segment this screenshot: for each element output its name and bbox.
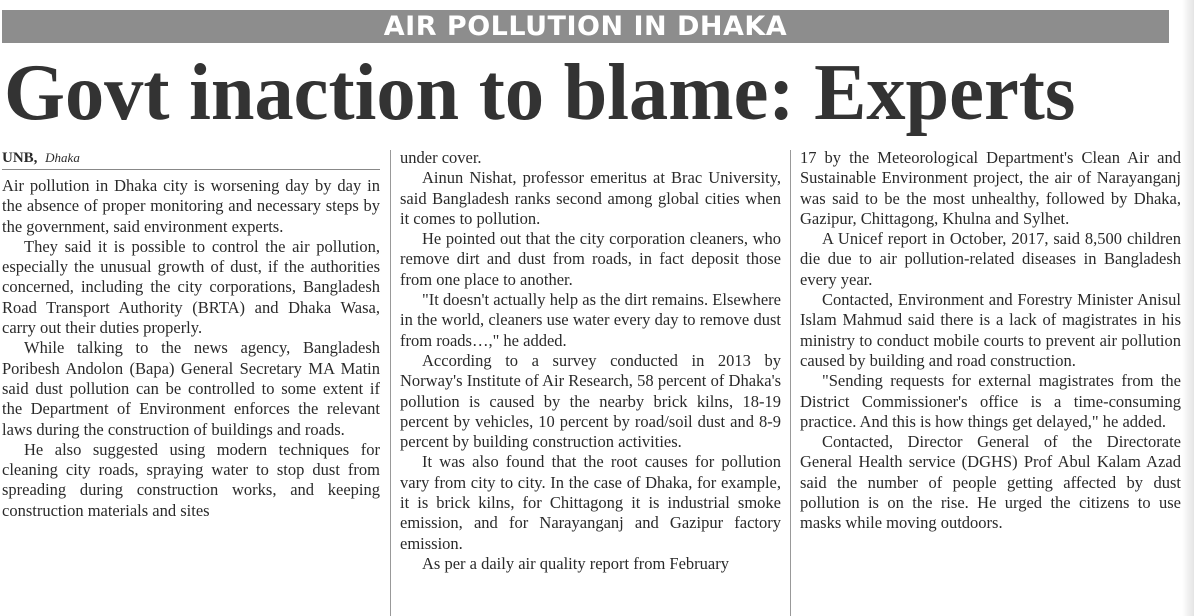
paragraph: They said it is possible to control the air pollution, especially the unusual growth of dust, if the authorities concerned, including the city corporations, Bangladesh Road Transport Authority (BRTA) and Dhaka Wasa, carry out their duties properly.	[2, 236, 380, 338]
article-column-2	[400, 148, 781, 616]
column-divider	[390, 150, 391, 616]
paragraph: "Sending requests for external magistrates from the District Commissioner's office is a time-consuming practice. And this is how things get delayed," he added.	[800, 371, 1181, 431]
section-kicker: AIR POLLUTION IN DHAKA	[2, 10, 1169, 43]
paragraph: Ainun Nishat, professor emeritus at Brac University, said Bangladesh ranks second among global cities when it comes to pollution.	[400, 168, 781, 228]
paragraph: Air pollution in Dhaka city is worsening day by day in the absence of proper monitoring and necessary steps by the government, said environment experts.	[2, 176, 380, 236]
byline	[2, 148, 380, 170]
paragraph: According to a survey conducted in 2013 by Norway's Institute of Air Research, 58 percent of Dhaka's pollution is caused by the nearby brick kilns, 18-19 percent by vehicles, 10 percent by road/soil dust and 8-9 percent by building construction activities.	[400, 350, 781, 452]
article-column-1	[2, 148, 380, 616]
paragraph: under cover.	[400, 148, 482, 167]
paragraph: Contacted, Director General of the Directorate General Health service (DGHS) Prof Abul Kalam Azad said the number of people getting affected by dust pollution is on the rise. He urged the citizens to use masks while moving outdoors.	[800, 432, 1181, 533]
paragraph: 17 by the Meteorological Department's Clean Air and Sustainable Environment project, the air of Narayanganj was said to be the most unhealthy, followed by Dhaka, Gazipur, Chittagong, Khulna and Sylhet.	[800, 148, 1181, 228]
paragraph: Contacted, Environment and Forestry Minister Anisul Islam Mahmud said there is a lack of magistrates in his ministry to conduct mobile courts to prevent air pollution caused by building and road construction.	[800, 290, 1181, 370]
byline-place: Dhaka	[45, 150, 80, 165]
paragraph: It was also found that the root causes for pollution vary from city to city. In the case of Dhaka, for example, it is brick kilns, for Chittagong it is industrial smoke emission, and for Narayanganj and Gazipur factory emission.	[400, 452, 781, 553]
page-edge-shadow	[1182, 0, 1194, 616]
article-column-3	[800, 148, 1181, 616]
paragraph: While talking to the news agency, Bangladesh Poribesh Andolon (Bapa) General Secretary MA Matin said dust pollution can be controlled to some extent if the Department of Environment enforces the relevant laws during the construction of buildings and roads.	[2, 338, 380, 439]
headline: Govt inaction to blame: Experts	[4, 49, 1076, 137]
article-body	[0, 148, 1184, 616]
paragraph: He pointed out that the city corporation cleaners, who remove dirt and dust from roads, in fact deposit those from one place to another.	[400, 229, 781, 289]
paragraph: As per a daily air quality report from February	[422, 553, 729, 573]
byline-agency: UNB,	[2, 150, 38, 166]
column-divider	[790, 150, 791, 616]
paragraph: He also suggested using modern techniques for cleaning city roads, spraying water to stop dust from spreading during construction works, and keeping construction materials and sites	[2, 439, 380, 520]
paragraph: A Unicef report in October, 2017, said 8,500 children die due to air pollution-related diseases in Bangladesh every year.	[800, 229, 1181, 289]
paragraph: "It doesn't actually help as the dirt remains. Elsewhere in the world, cleaners use water every day to remove dust from roads…," he added.	[400, 290, 781, 350]
